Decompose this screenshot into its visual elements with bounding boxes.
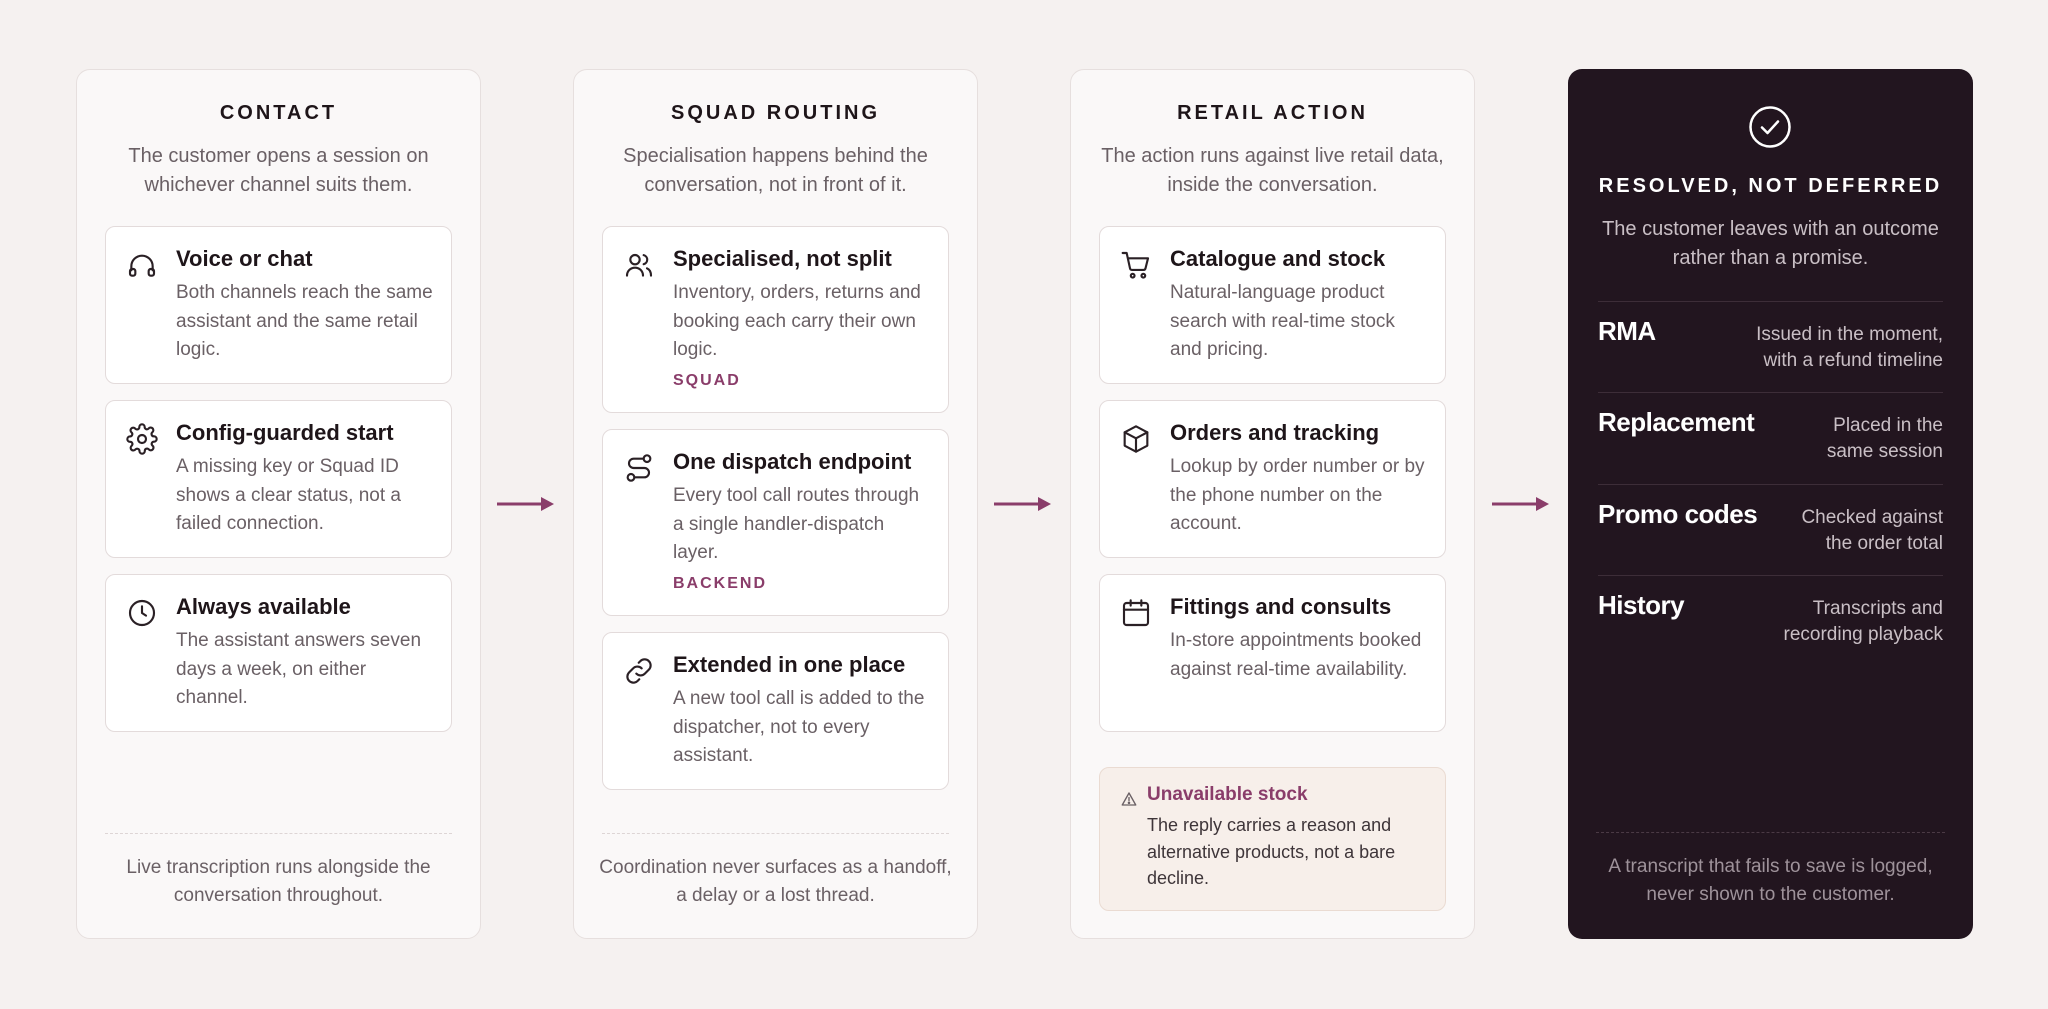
box-icon xyxy=(1120,423,1152,455)
warning-callout xyxy=(1099,767,1446,911)
gear-icon xyxy=(126,423,158,455)
column-description: The action runs against live retail data, inside the conversation. xyxy=(1101,145,1444,196)
card-always-available xyxy=(105,574,452,732)
clock-icon xyxy=(126,597,158,629)
card-text: A missing key or Squad ID shows a clear status, not a failed connection. xyxy=(176,456,401,534)
warning-icon xyxy=(1120,790,1138,808)
card-config-guarded-start xyxy=(105,400,452,558)
footer-divider xyxy=(602,833,949,834)
warning-title: Unavailable stock xyxy=(1147,784,1308,805)
outcome-detail: Placed in the same session xyxy=(1826,415,1943,462)
card-text: Natural-language product search with real-time stock and pricing. xyxy=(1170,282,1395,360)
card-title: Orders and tracking xyxy=(1170,420,1380,445)
outcome-label: Replacement xyxy=(1598,407,1755,437)
warning-text: The reply carries a reason and alternative products, not a bare decline. xyxy=(1147,815,1396,888)
outcome-row-replacement xyxy=(1598,392,1943,483)
card-orders-and-tracking xyxy=(1099,400,1446,558)
card-title: Specialised, not split xyxy=(673,246,892,271)
users-icon xyxy=(623,249,655,281)
card-title: Extended in one place xyxy=(673,652,906,677)
card-fittings-and-consults xyxy=(1099,574,1446,732)
column-footer: Coordination never surfaces as a handoff, a delay or a lost thread. xyxy=(599,857,952,906)
outcome-label: Promo codes xyxy=(1598,499,1758,529)
card-title: One dispatch endpoint xyxy=(673,449,912,474)
column-heading: SQUAD ROUTING xyxy=(671,102,880,124)
tag-badge: SQUAD xyxy=(673,372,741,389)
column-description: The customer leaves with an outcome rather than a promise. xyxy=(1602,218,1939,269)
column-description: Specialisation happens behind the conversation, not in front of it. xyxy=(623,145,928,196)
footer-divider xyxy=(105,833,452,834)
calendar-icon xyxy=(1120,597,1152,629)
column-heading: RESOLVED, NOT DEFERRED xyxy=(1598,175,1943,197)
card-one-dispatch-endpoint xyxy=(602,429,949,616)
card-text: Lookup by order number or by the phone number on the account. xyxy=(1170,456,1425,534)
column-resolved xyxy=(1568,69,1973,939)
cart-icon xyxy=(1120,249,1152,281)
card-title: Fittings and consults xyxy=(1170,594,1392,619)
card-title: Catalogue and stock xyxy=(1170,246,1386,271)
card-specialised-not-split xyxy=(602,226,949,413)
arrow-right-icon xyxy=(992,492,1052,516)
card-text: The assistant answers seven days a week, on either channel. xyxy=(176,630,422,708)
card-title: Config-guarded start xyxy=(176,420,394,445)
outcome-label: History xyxy=(1598,590,1685,620)
tag-badge: BACKEND xyxy=(673,575,767,592)
card-title: Voice or chat xyxy=(176,246,313,271)
column-heading: CONTACT xyxy=(219,102,338,124)
card-voice-or-chat xyxy=(105,226,452,384)
card-text: Every tool call routes through a single handler-dispatch layer. xyxy=(673,485,920,563)
outcome-detail: Transcripts and recording playback xyxy=(1783,598,1943,645)
card-text: A new tool call is added to the dispatcher, not to every assistant. xyxy=(673,688,925,766)
column-heading: RETAIL ACTION xyxy=(1177,102,1368,124)
link-icon xyxy=(623,655,655,687)
check-circle-icon xyxy=(1748,105,1792,149)
card-text: Both channels reach the same assistant and the same retail logic. xyxy=(176,282,433,360)
column-squad-routing xyxy=(573,69,978,939)
column-footer: A transcript that fails to save is logged, never shown to the customer. xyxy=(1608,856,1933,905)
arrow-right-icon xyxy=(1490,492,1550,516)
card-extended-in-one-place xyxy=(602,632,949,790)
arrow-right-icon xyxy=(495,492,555,516)
outcome-detail: Issued in the moment, with a refund timeline xyxy=(1756,324,1943,371)
card-title: Always available xyxy=(176,594,351,619)
column-description: The customer opens a session on whichever channel suits them. xyxy=(128,145,429,196)
card-text: Inventory, orders, returns and booking each carry their own logic. xyxy=(673,282,921,360)
outcome-row-rma xyxy=(1598,301,1943,392)
column-footer: Live transcription runs alongside the conversation throughout. xyxy=(126,857,431,906)
footer-divider xyxy=(1596,832,1945,833)
card-text: In-store appointments booked against real-time availability. xyxy=(1170,630,1422,680)
card-catalogue-and-stock xyxy=(1099,226,1446,384)
outcome-label: RMA xyxy=(1598,316,1656,346)
headphones-icon xyxy=(126,249,158,281)
route-icon xyxy=(623,452,655,484)
column-retail-action xyxy=(1070,69,1475,939)
outcome-row-promo-codes xyxy=(1598,484,1943,575)
column-contact xyxy=(76,69,481,939)
outcome-row-history xyxy=(1598,575,1943,666)
outcome-detail: Checked against the order total xyxy=(1801,507,1943,554)
